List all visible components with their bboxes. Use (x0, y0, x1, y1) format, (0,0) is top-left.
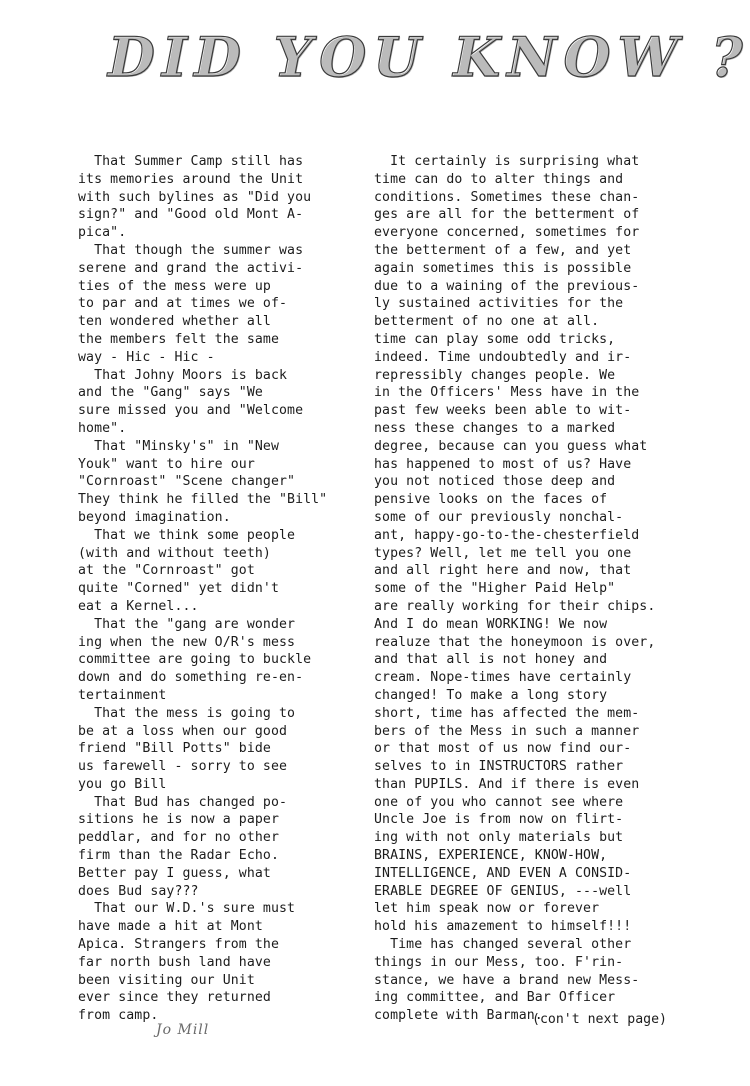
left-column-line: eat a Kernel... (78, 598, 199, 614)
right-column-line: let him speak now or forever (374, 901, 600, 917)
left-column-line: That our W.D.'s sure must (78, 901, 296, 917)
left-column-line: its memories around the Unit (78, 171, 304, 187)
right-column-line: repressibly changes people. We (374, 367, 616, 383)
right-column-line: or that most of us now find our- (374, 741, 632, 757)
right-column-line: than PUPILS. And if there is even (374, 776, 640, 792)
right-column-line: degree, because can you guess what (374, 438, 648, 454)
right-column (374, 153, 684, 1025)
left-column-line: That "Minsky's" in "New (78, 438, 279, 454)
left-column-line: way - Hic - Hic - (78, 349, 215, 365)
right-column-line: past few weeks been able to wit- (374, 403, 632, 419)
left-column-line: be at a loss when our good (78, 723, 288, 739)
right-column-line: and all right here and now, that (374, 563, 632, 579)
left-column-line: been visiting our Unit (78, 972, 255, 988)
right-column-line: realuze that the honeymoon is over, (374, 634, 656, 650)
left-column-line: at the "Cornroast" got (78, 563, 255, 579)
right-column-line: things in our Mess, too. F'rin- (374, 954, 624, 970)
left-column-line: That the mess is going to (78, 705, 296, 721)
right-column-line: selves to in INSTRUCTORS rather (374, 759, 624, 775)
left-column-line: committee are going to buckle (78, 652, 312, 668)
left-column-line: That Bud has changed po- (78, 794, 288, 810)
left-column-line: That the "gang are wonder (78, 616, 296, 632)
right-column-line: are really working for their chips. (374, 598, 656, 614)
right-column-line: complete with Barman. (374, 1008, 543, 1024)
left-column-line: does Bud say??? (78, 883, 199, 899)
left-column-line: They think he filled the "Bill" (78, 492, 328, 508)
right-column-line: pensive looks on the faces of (374, 492, 608, 508)
right-column-line: indeed. Time undoubtedly and ir- (374, 349, 632, 365)
right-column-line: conditions. Sometimes these chan- (374, 189, 640, 205)
left-column-line: ten wondered whether all (78, 314, 271, 330)
right-column-line: bers of the Mess in such a manner (374, 723, 640, 739)
left-column-line: ties of the mess were up (78, 278, 271, 294)
right-column-line: ly sustained activities for the (374, 296, 624, 312)
right-column-line: betterment of no one at all. (374, 314, 600, 330)
left-column-line: ing when the new O/R's mess (78, 634, 296, 650)
right-column-line: ant, happy-go-to-the-chesterfield (374, 527, 640, 543)
left-column-line: quite "Corned" yet didn't (78, 581, 279, 597)
left-column-line: from camp. (78, 1008, 159, 1024)
right-column-line: ness these changes to a marked (374, 420, 616, 436)
left-column-line: home". (78, 420, 127, 436)
right-column-line: again sometimes this is possible (374, 260, 632, 276)
left-column-line: beyond imagination. (78, 509, 231, 525)
right-column-line: stance, we have a brand new Mess- (374, 972, 640, 988)
right-column-line: types? Well, let me tell you one (374, 545, 632, 561)
right-column-line: BRAINS, EXPERIENCE, KNOW-HOW, (374, 848, 608, 864)
right-column-line: ing with not only materials but (374, 830, 624, 846)
left-column-line: tertainment (78, 687, 167, 703)
left-column-line: Better pay I guess, what (78, 865, 271, 881)
left-column-line: ever since they returned (78, 990, 271, 1006)
left-column-line: down and do something re-en- (78, 670, 304, 686)
right-column-line: ERABLE DEGREE OF GENIUS, ---well (374, 883, 632, 899)
left-column-line: have made a hit at Mont (78, 919, 263, 935)
left-column-line: peddlar, and for no other (78, 830, 279, 846)
right-column-line: short, time has affected the mem- (374, 705, 640, 721)
left-column-line: and the "Gang" says "We (78, 385, 263, 401)
right-column-line: changed! To make a long story (374, 687, 608, 703)
left-column-line: far north bush land have (78, 954, 271, 970)
left-column-line: That we think some people (78, 527, 296, 543)
signature: Jo Mill (156, 1022, 210, 1038)
right-column-line: ing committee, and Bar Officer (374, 990, 616, 1006)
right-column-line: Uncle Joe is from now on flirt- (374, 812, 624, 828)
left-column-line: us farewell - sorry to see (78, 759, 288, 775)
left-column (78, 153, 328, 1025)
left-column-line: sure missed you and "Welcome (78, 403, 304, 419)
left-column-line: That Johny Moors is back (78, 367, 288, 383)
right-column-line: INTELLIGENCE, AND EVEN A CONSID- (374, 865, 632, 881)
right-column-line: cream. Nope-times have certainly (374, 670, 632, 686)
right-column-line: It certainly is surprising what (374, 154, 640, 169)
right-column-line: due to a waining of the previous- (374, 278, 640, 294)
right-column-line: one of you who cannot see where (374, 794, 624, 810)
right-column-line: has happened to most of us? Have (374, 456, 632, 472)
left-column-line: pica". (78, 225, 127, 241)
left-column-line: the members felt the same (78, 331, 279, 347)
right-column-line: Time has changed several other (374, 937, 632, 953)
left-column-line: Youk" want to hire our (78, 456, 255, 472)
right-column-line: you not noticed those deep and (374, 474, 616, 490)
left-column-line: with such bylines as "Did you (78, 189, 312, 205)
right-column-line: the betterment of a few, and yet (374, 242, 632, 258)
left-column-line: sitions he is now a paper (78, 812, 279, 828)
left-column-line: That Summer Camp still has (78, 154, 304, 169)
left-column-line: sign?" and "Good old Mont A- (78, 207, 304, 223)
right-column-line: time can do to alter things and (374, 171, 624, 187)
right-column-line: hold his amazement to himself!!! (374, 919, 632, 935)
left-column-line: friend "Bill Potts" bide (78, 741, 271, 757)
continued-note: (con't next page) (532, 1012, 667, 1027)
right-column-line: some of the "Higher Paid Help" (374, 581, 616, 597)
right-column-line: ges are all for the betterment of (374, 207, 640, 223)
left-column-line: Apica. Strangers from the (78, 937, 279, 953)
right-column-line: and that all is not honey and (374, 652, 608, 668)
left-column-line: to par and at times we of- (78, 296, 288, 312)
right-column-line: in the Officers' Mess have in the (374, 385, 640, 401)
left-column-line: That though the summer was (78, 242, 304, 258)
left-column-line: you go Bill (78, 776, 167, 792)
right-column-line: some of our previously nonchal- (374, 509, 624, 525)
left-column-line: "Cornroast" "Scene changer" (78, 474, 296, 490)
left-column-line: firm than the Radar Echo. (78, 848, 279, 864)
page-title: DID YOU KNOW ? (108, 25, 750, 89)
right-column-line: everyone concerned, sometimes for (374, 225, 640, 241)
left-column-line: (with and without teeth) (78, 545, 271, 561)
right-column-line: And I do mean WORKING! We now (374, 616, 608, 632)
right-column-line: time can play some odd tricks, (374, 331, 616, 347)
left-column-line: serene and grand the activi- (78, 260, 304, 276)
